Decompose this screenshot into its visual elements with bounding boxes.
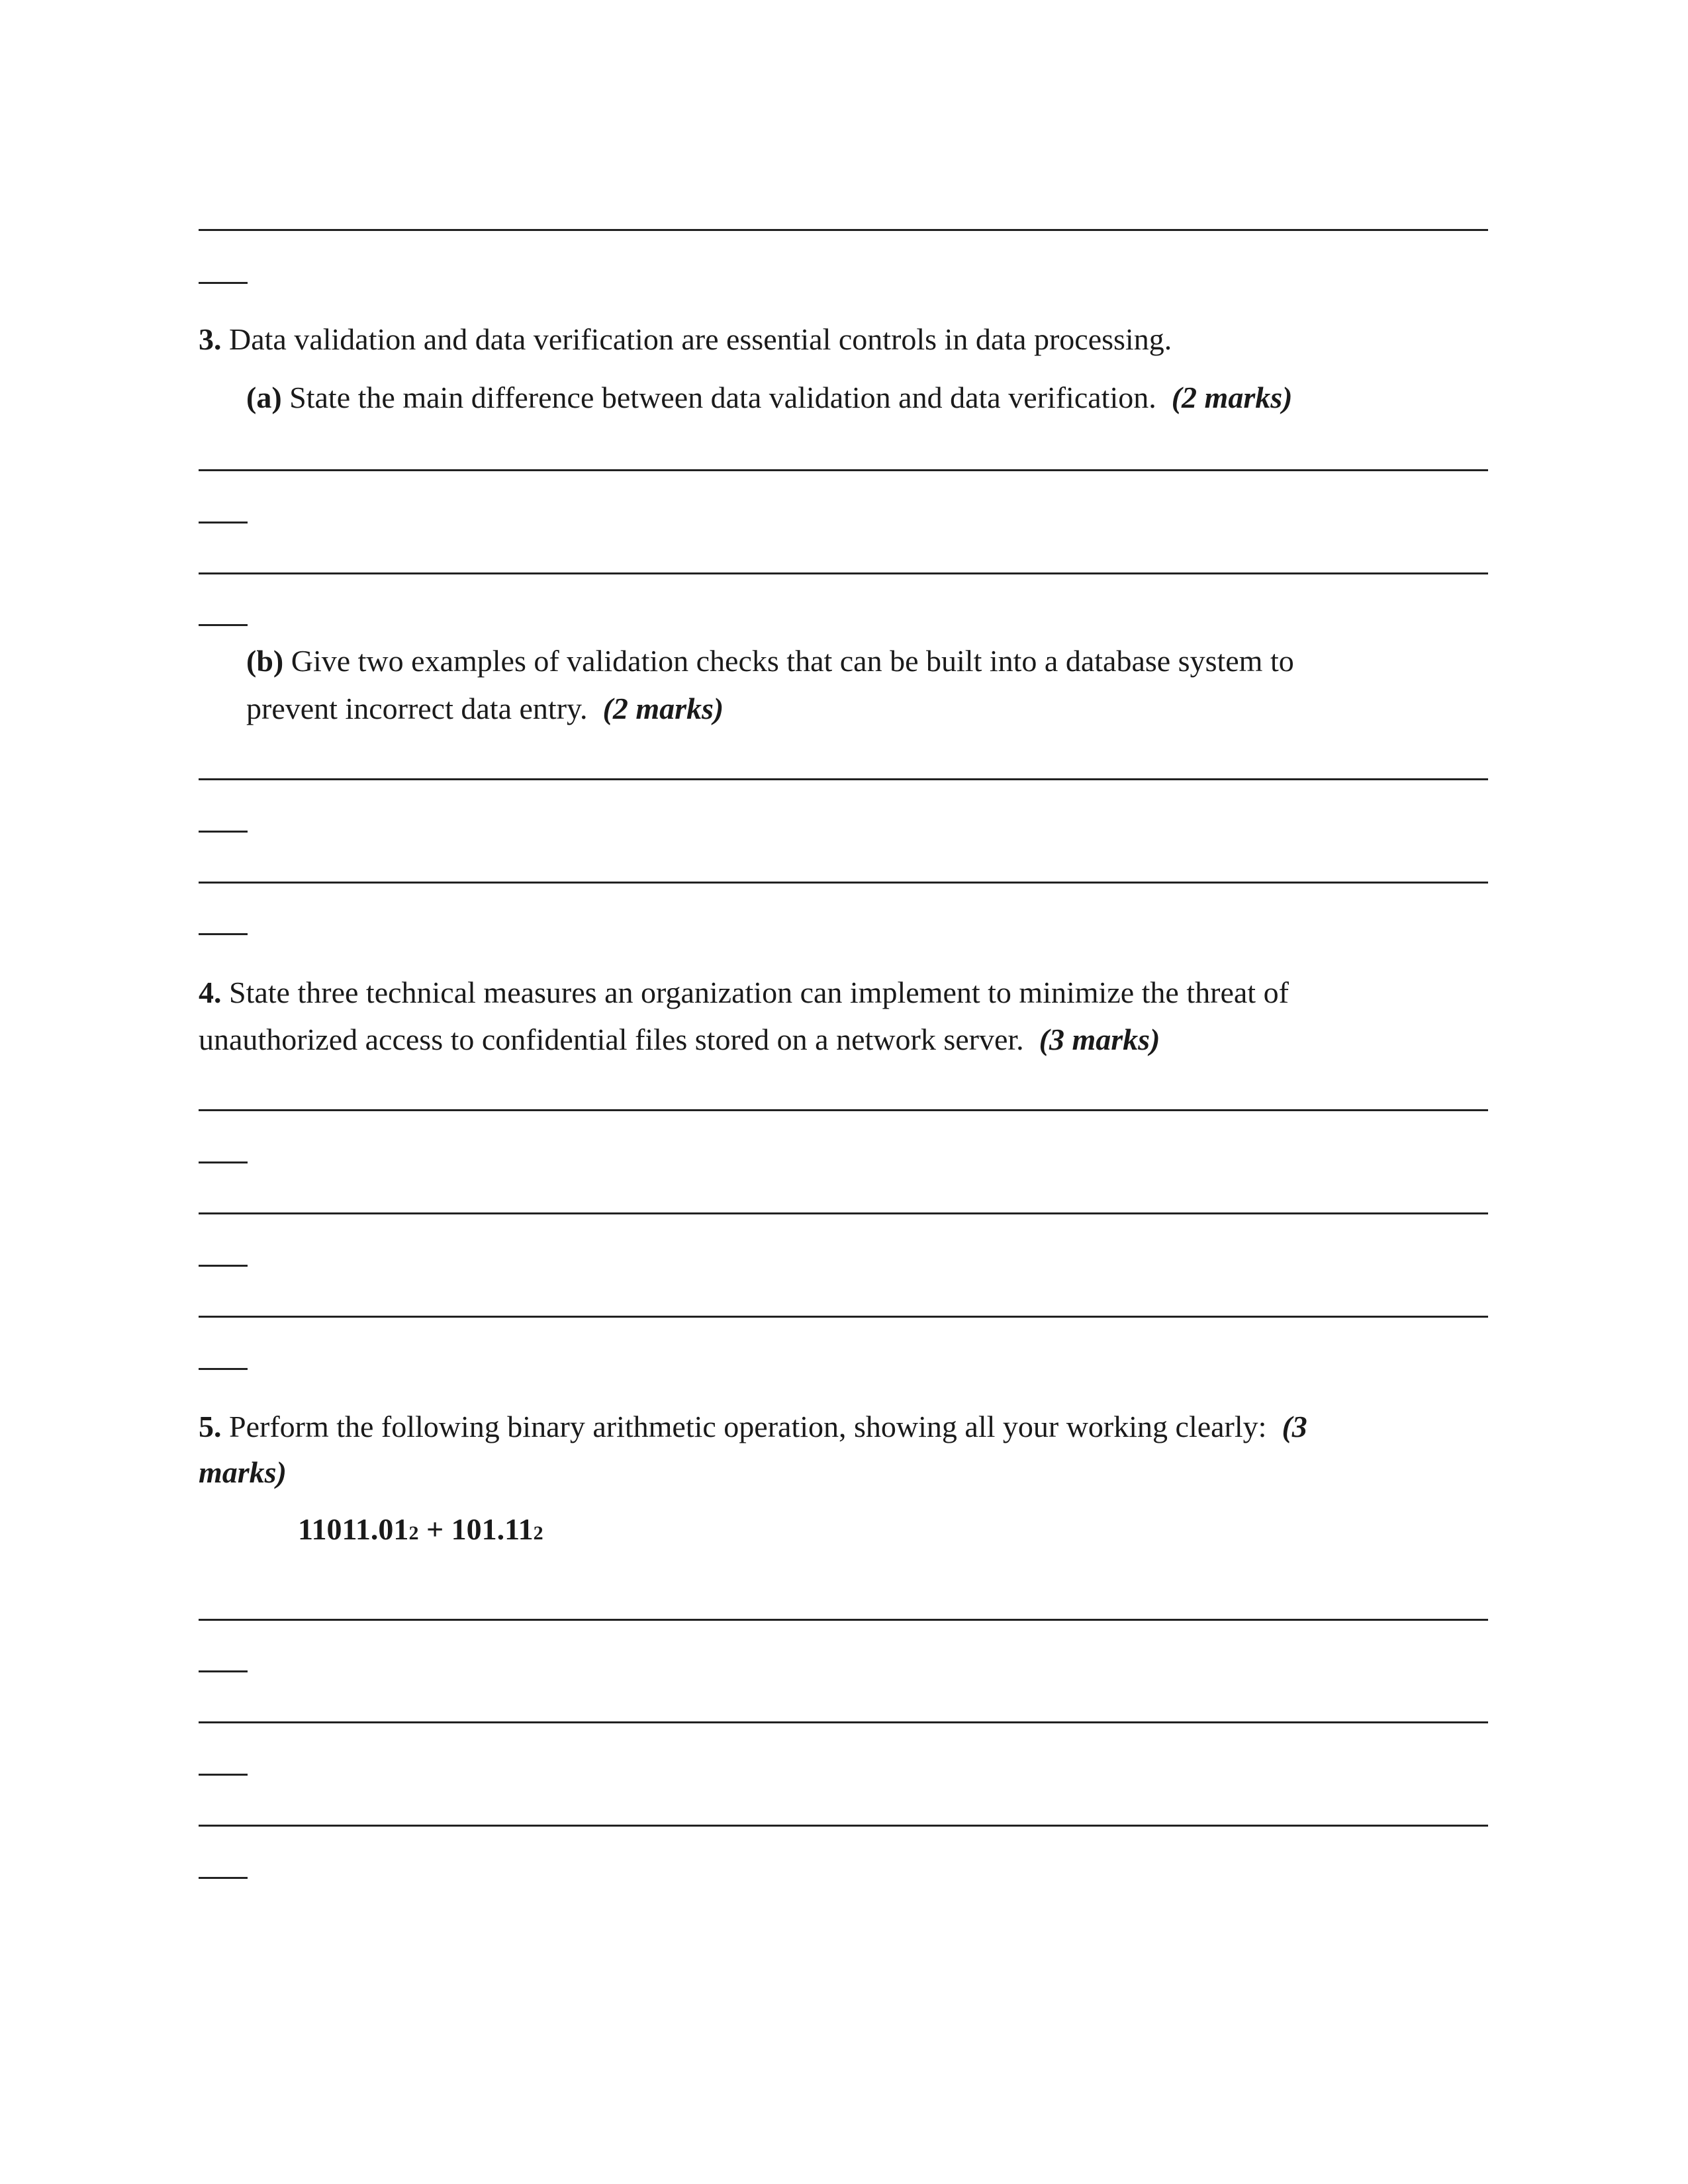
question-3a-label: (a) [246,381,282,414]
answer-line[interactable] [199,1212,1488,1214]
question-4-text-line1: State three technical measures an organization can implement to minimize the threat of [229,976,1289,1009]
question-3a-text: State the main difference between data validation and data verification. [289,381,1156,414]
answer-line-end [199,831,248,833]
question-4-marks: (3 marks) [1039,1023,1160,1056]
answer-line-end [199,1877,248,1879]
answer-line[interactable] [199,1109,1488,1111]
binary-operand-2: 101.11 [451,1512,534,1546]
answer-line[interactable] [199,882,1488,884]
binary-operand-2-base: 2 [533,1522,543,1544]
question-3b-line2 [246,686,724,732]
answer-line-end [199,1368,248,1370]
answer-line[interactable] [199,1316,1488,1318]
answer-line-end [199,1265,248,1267]
question-3-stem [199,316,1172,363]
question-3-text: Data validation and data verification are essential controls in data processing. [229,322,1172,356]
answer-line[interactable] [199,1619,1488,1621]
binary-operand-1: 11011.01 [298,1512,409,1546]
question-5-text-line1: Perform the following binary arithmetic operation, showing all your working clearly: [229,1410,1267,1443]
answer-line[interactable] [199,1825,1488,1827]
question-4-line1 [199,970,1289,1016]
question-3b-marks: (2 marks) [602,692,724,725]
answer-line[interactable] [199,778,1488,780]
question-5-line2 [199,1449,287,1496]
answer-line[interactable] [199,229,1488,231]
question-3a [246,375,1292,421]
question-5-marks-part1: (3 [1282,1410,1307,1443]
answer-line-end [199,1161,248,1163]
answer-line-end [199,1774,248,1776]
answer-line-end [199,933,248,935]
answer-line-end [199,1670,248,1672]
question-4-line2 [199,1017,1160,1063]
answer-line[interactable] [199,1721,1488,1723]
question-3a-marks: (2 marks) [1171,381,1293,414]
question-3b [246,638,1294,684]
answer-line-end [199,624,248,626]
binary-operand-1-base: 2 [408,1522,419,1544]
question-3-number: 3. [199,322,222,356]
question-3b-text-line2: prevent incorrect data entry. [246,692,588,725]
question-5-marks-part2: marks) [199,1455,287,1489]
question-3b-text-line1: Give two examples of validation checks that can be built into a database system to [291,644,1294,678]
question-4-text-line2: unauthorized access to confidential files stored on a network server. [199,1023,1024,1056]
answer-line[interactable] [199,572,1488,574]
binary-expression [298,1512,543,1547]
question-3b-label: (b) [246,644,284,678]
question-5-number: 5. [199,1410,222,1443]
answer-line-end [199,522,248,523]
question-4-number: 4. [199,976,222,1009]
answer-line[interactable] [199,469,1488,471]
binary-operator: + [426,1512,444,1546]
question-5-line1 [199,1404,1307,1450]
answer-line-end [199,282,248,284]
